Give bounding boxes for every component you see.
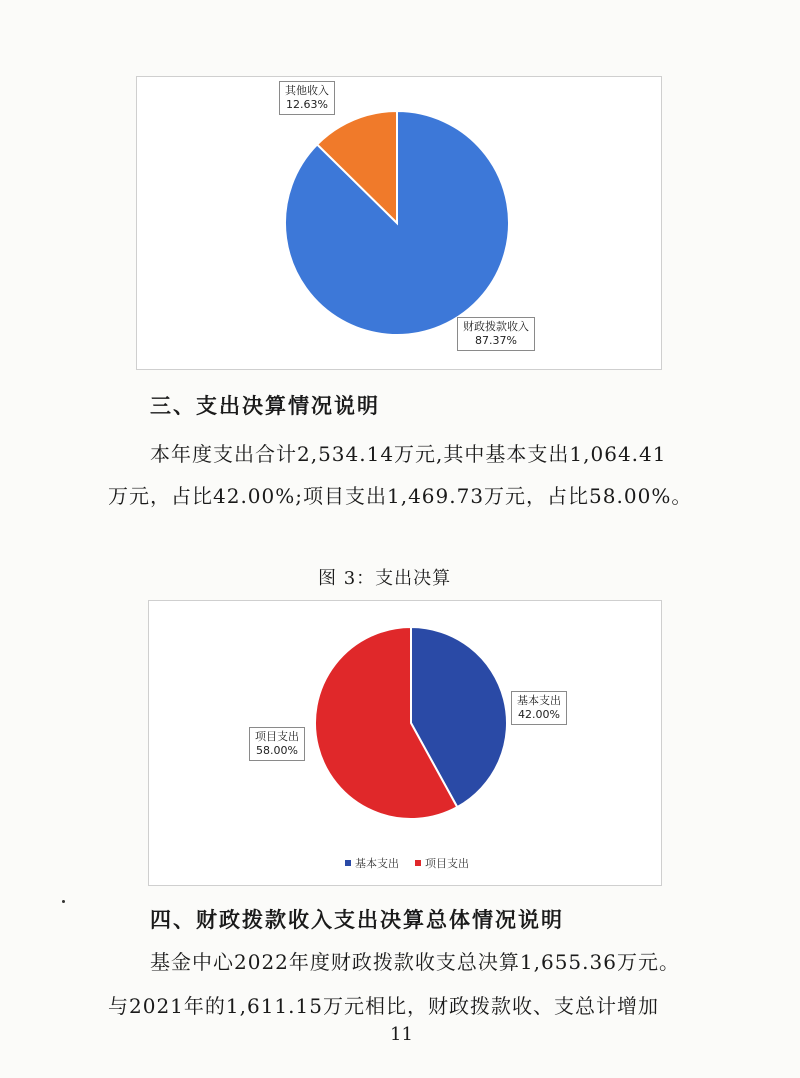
expenditure-pie-svg bbox=[149, 601, 661, 885]
section4-line1: 基金中心2022年度财政拨款收支总决算1,655.36万元。 bbox=[150, 950, 680, 974]
expenditure-legend bbox=[345, 855, 469, 871]
section4-heading: 四、财政拨款收入支出决算总体情况说明 bbox=[150, 907, 564, 932]
section3-line1: 本年度支出合计2,534.14万元,其中基本支出1,064.41 bbox=[150, 442, 667, 466]
scan-speck bbox=[62, 900, 65, 903]
legend-item-basic bbox=[345, 855, 399, 871]
legend-item-project bbox=[415, 855, 469, 871]
legend-label-project: 项目支出 bbox=[425, 857, 469, 870]
callout-other-income bbox=[279, 81, 335, 115]
label-fiscal-income: 财政拨款收入 bbox=[463, 320, 529, 333]
section3-line2: 万元，占比42.00%;项目支出1,469.73万元，占比58.00%。 bbox=[108, 484, 693, 508]
label-basic-expenditure: 基本支出 bbox=[517, 694, 561, 707]
section4-line2: 与2021年的1,611.15万元相比，财政拨款收、支总计增加 bbox=[108, 994, 659, 1018]
legend-swatch-project bbox=[415, 860, 421, 866]
legend-label-basic: 基本支出 bbox=[355, 857, 399, 870]
value-project-expenditure: 58.00% bbox=[256, 744, 298, 757]
figure3-caption: 图 3：支出决算 bbox=[318, 568, 452, 589]
page-number: 11 bbox=[390, 1024, 413, 1045]
section3-heading: 三、支出决算情况说明 bbox=[150, 393, 380, 418]
value-basic-expenditure: 42.00% bbox=[518, 708, 560, 721]
income-pie-chart bbox=[136, 76, 662, 370]
callout-basic-expenditure bbox=[511, 691, 567, 725]
callout-fiscal-income bbox=[457, 317, 535, 351]
callout-project-expenditure bbox=[249, 727, 305, 761]
value-fiscal-income: 87.37% bbox=[475, 334, 517, 347]
expenditure-pie-chart bbox=[148, 600, 662, 886]
label-project-expenditure: 项目支出 bbox=[255, 730, 299, 743]
value-other-income: 12.63% bbox=[286, 98, 328, 111]
label-other-income: 其他收入 bbox=[285, 84, 329, 97]
legend-swatch-basic bbox=[345, 860, 351, 866]
income-pie-svg bbox=[137, 77, 661, 369]
